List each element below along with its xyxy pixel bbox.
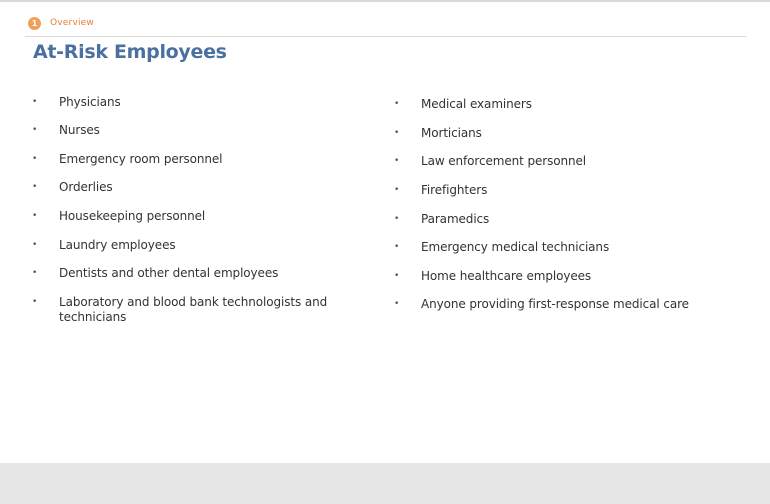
list-item <box>30 238 370 253</box>
list-item-text: Firefighters <box>421 183 488 197</box>
bullet-icon: • <box>32 97 38 107</box>
list-item <box>30 123 370 138</box>
section-number-badge: 1 <box>28 17 41 30</box>
list-item-text: Laundry employees <box>59 238 176 252</box>
bullet-icon: • <box>32 125 38 135</box>
list-item <box>392 126 732 141</box>
top-border <box>0 0 770 2</box>
list-item <box>30 295 370 325</box>
list-item <box>30 152 370 167</box>
list-item <box>30 266 370 281</box>
list-item <box>392 97 732 112</box>
list-item <box>30 209 370 224</box>
list-item-text: Medical examiners <box>421 97 532 111</box>
list-item-text: Law enforcement personnel <box>421 154 587 168</box>
bullet-icon: • <box>32 211 38 221</box>
bullet-icon: • <box>32 297 38 307</box>
bullet-icon: • <box>394 242 400 252</box>
list-item-text: Emergency room personnel <box>59 152 223 166</box>
footer-bar <box>0 463 770 504</box>
bullet-icon: • <box>394 185 400 195</box>
bullet-icon: • <box>394 271 400 281</box>
list-item <box>30 180 370 195</box>
list-item-text: Nurses <box>59 123 100 137</box>
bullet-icon: • <box>32 182 38 192</box>
list-item-text: Physicians <box>59 95 121 109</box>
bullet-icon: • <box>394 299 400 309</box>
bullet-icon: • <box>394 214 400 224</box>
list-item <box>392 297 732 312</box>
list-item-text: Morticians <box>421 126 482 140</box>
bullet-icon: • <box>32 154 38 164</box>
page-title: At-Risk Employees <box>33 41 227 63</box>
list-item-text: Anyone providing first-response medical care <box>421 297 689 311</box>
section-divider <box>25 36 746 37</box>
list-item <box>392 154 732 169</box>
bullet-icon: • <box>394 99 400 109</box>
list-item-text: Dentists and other dental employees <box>59 266 279 280</box>
list-item <box>392 212 732 227</box>
list-item-text: Paramedics <box>421 212 490 226</box>
bullet-icon: • <box>32 240 38 250</box>
list-item-text: Housekeeping personnel <box>59 209 206 223</box>
list-item-text: Orderlies <box>59 180 113 194</box>
list-item-text: Emergency medical technicians <box>421 240 610 254</box>
bullet-icon: • <box>394 128 400 138</box>
section-header <box>28 15 94 31</box>
list-item <box>392 183 732 198</box>
bullet-icon: • <box>32 268 38 278</box>
list-item-text: Home healthcare employees <box>421 269 592 283</box>
list-item <box>30 95 370 110</box>
list-item <box>392 240 732 255</box>
list-item <box>392 269 732 284</box>
list-item-text: Laboratory and blood bank technologists and technicians <box>59 295 328 324</box>
bullet-icon: • <box>394 156 400 166</box>
section-label: Overview <box>50 18 94 28</box>
